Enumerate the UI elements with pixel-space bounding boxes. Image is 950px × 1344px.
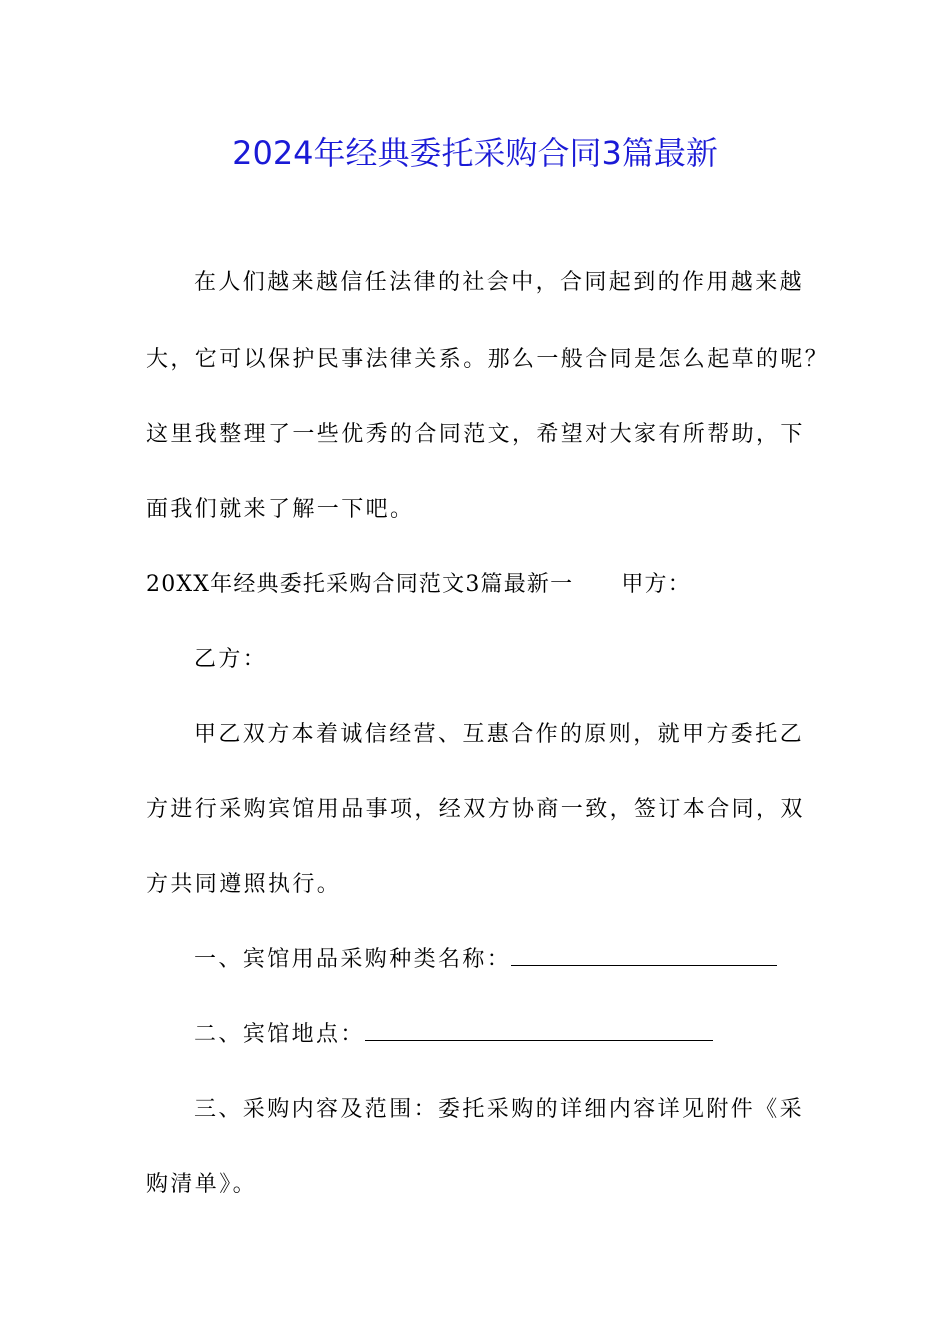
party-a-label: 甲方： [621, 572, 691, 597]
clause-1-blank-line [511, 945, 777, 966]
clause-2-blank-line [365, 1020, 713, 1041]
intro-line-3: 这里我整理了一些优秀的合同范文，希望对大家有所帮助，下 [146, 422, 805, 447]
clause-2-row [194, 1020, 713, 1050]
intro-line-2: 大，它可以保护民事法律关系。那么一般合同是怎么起草的呢？ [146, 347, 830, 372]
agreement-line-2: 方进行采购宾馆用品事项，经双方协商一致，签订本合同，双 [146, 797, 805, 822]
agreement-line-1: 甲乙双方本着诚信经营、互惠合作的原则，就甲方委托乙 [194, 722, 805, 747]
intro-line-1: 在人们越来越信任法律的社会中，合同起到的作用越来越 [194, 270, 805, 295]
clause-1-row [194, 945, 777, 975]
clause-3-line-1: 三、采购内容及范围：委托采购的详细内容详见附件《采 [194, 1097, 805, 1122]
clause-2-label: 二、宾馆地点： [194, 1022, 365, 1047]
clause-3-line-2: 购清单》。 [146, 1172, 258, 1197]
party-b-label: 乙方： [194, 647, 268, 672]
section-heading-row [146, 570, 691, 600]
clause-1-label: 一、宾馆用品采购种类名称： [194, 947, 512, 972]
intro-line-4: 面我们就来了解一下吧。 [146, 497, 415, 522]
section-heading: 20XX年经典委托采购合同范文3篇最新一 [146, 572, 574, 597]
agreement-line-3: 方共同遵照执行。 [146, 872, 342, 897]
document-title: 2024年经典委托采购合同3篇最新 [232, 134, 718, 172]
